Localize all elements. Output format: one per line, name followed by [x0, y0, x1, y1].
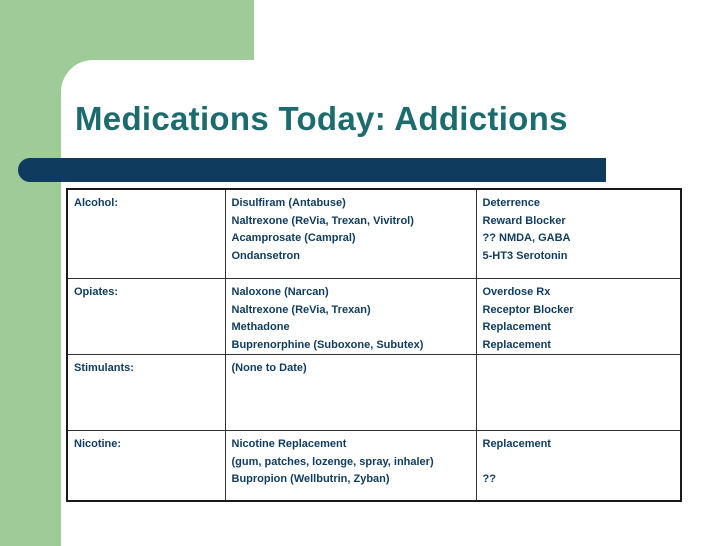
- mechanism-item: ?? NMDA, GABA: [482, 232, 571, 244]
- category-cell: [67, 279, 225, 355]
- medication-item: (None to Date): [231, 362, 307, 374]
- table-row: [67, 279, 681, 355]
- mechanism-item: [483, 454, 675, 472]
- medications-cell: [225, 431, 476, 502]
- category-label: Opiates:: [74, 286, 119, 298]
- medication-item: Methadone: [231, 321, 290, 333]
- mechanisms-cell: [476, 279, 681, 355]
- medications-cell: [225, 279, 476, 355]
- table-row: [67, 431, 681, 502]
- medication-item: Disulfiram (Antabuse): [231, 197, 346, 209]
- medication-item: Ondansetron: [231, 249, 300, 262]
- category-label: Alcohol:: [74, 197, 118, 209]
- medication-item: Nicotine Replacement: [231, 438, 347, 450]
- category-label: Nicotine:: [74, 438, 122, 450]
- table-row: [67, 189, 681, 279]
- medication-item: Acamprosate (Campral): [231, 232, 356, 244]
- medications-table: [66, 188, 682, 502]
- medication-item: (gum, patches, lozenge, spray, inhaler): [231, 455, 434, 468]
- mechanism-item: 5-HT3 Serotonin: [482, 249, 568, 262]
- slide-title: Medications Today: Addictions: [75, 100, 568, 137]
- medications-cell: [225, 355, 476, 431]
- medication-item: Naltrexone (ReVia, Trexan, Vivitrol): [231, 214, 414, 227]
- mechanism-item: Replacement: [482, 338, 551, 351]
- medications-cell: [225, 189, 476, 279]
- mechanism-item: Receptor Blocker: [482, 303, 574, 316]
- medication-item: Bupropion (Wellbutrin, Zyban): [231, 473, 390, 485]
- mechanism-item: ??: [482, 473, 496, 485]
- category-cell: [67, 431, 225, 502]
- category-cell: [67, 189, 225, 279]
- category-label: Stimulants:: [74, 362, 134, 374]
- medication-item: Buprenorphine (Suboxone, Subutex): [231, 338, 424, 351]
- category-cell: [67, 355, 225, 431]
- medication-item: Naloxone (Narcan): [231, 286, 329, 298]
- mechanism-item: Replacement: [482, 321, 551, 333]
- medication-item: Naltrexone (ReVia, Trexan): [231, 303, 371, 316]
- mechanisms-cell: [476, 355, 681, 431]
- mechanisms-cell: [476, 189, 681, 279]
- title-underline-bar: [18, 158, 606, 182]
- mechanisms-cell: [476, 431, 681, 502]
- mechanism-item: Reward Blocker: [482, 214, 566, 227]
- table-row: [67, 355, 681, 431]
- mechanism-item: Replacement: [482, 438, 551, 450]
- mechanism-item: Deterrence: [482, 197, 540, 209]
- mechanism-item: Overdose Rx: [482, 286, 551, 298]
